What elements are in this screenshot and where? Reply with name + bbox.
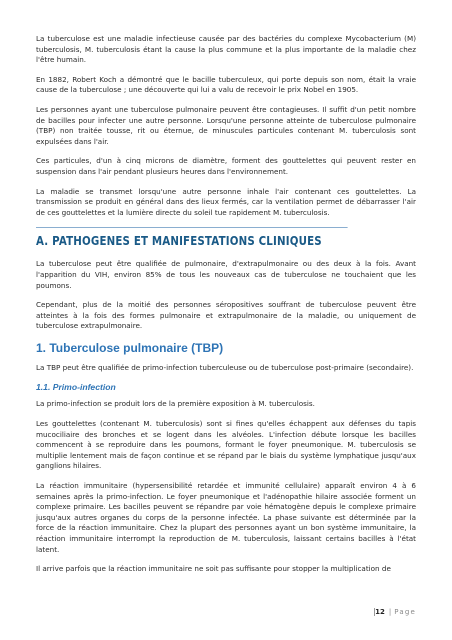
document-page xyxy=(36,34,416,584)
section-1-1-paragraph-1: La primo-infection se produit lors de la première exposition à M. tuberculosis. xyxy=(36,399,315,409)
intro-paragraph-4: Ces particules, d'un à cinq microns de diamètre, forment des gouttelettes qui peuvent rester en suspension dans l'air pendant plusieurs heures dans l'environnement. xyxy=(36,156,416,176)
section-a-paragraph-2: Cependant, plus de la moitié des personnes séropositives souffrant de tuberculose peuvent être atteintes à la fois des formes pulmonaire et extrapulmonaire de la maladie, ou uniquement de tuberculose extrapulmonaire. xyxy=(36,300,416,331)
section-a-paragraph-1: La tuberculose peut être qualifiée de pulmonaire, d'extrapulmonaire ou des deux à la fois. Avant l'apparition du VIH, environ 85% de tous les nouveaux cas de tuberculose ne touchaient que les poumons. xyxy=(36,259,416,290)
page-number: 12 xyxy=(375,608,385,616)
section-1-1-paragraph-2: Les gouttelettes (contenant M. tuberculosis) sont si fines qu'elles échappent aux défenses du tapis mucociliaire des bronches et se logent dans les alvéoles. L'infection débute lorsque les bacilles commencent à se reproduire dans les poumons, formant le foyer pneumonique. M. tuberculosis se multiplie lentement mais de façon continue et se répand par le biais du système lymphatique jusqu'aux ganglions hilaires. xyxy=(36,419,416,471)
section-1-1-heading: 1.1. Primo-infection xyxy=(36,382,116,393)
section-1-heading: 1. Tuberculose pulmonaire (TBP) xyxy=(36,340,224,355)
intro-paragraph-2: En 1882, Robert Koch a démontré que le bacille tuberculeux, qui porte depuis son nom, était la vraie cause de la tuberculose ; une découverte qui lui a valu de recevoir le prix Nobel en 1905. xyxy=(36,74,416,95)
intro-paragraph-3: Les personnes ayant une tuberculose pulmonaire peuvent être contagieuses. Il suffit d'un petit nombre de bacilles pour infecter une autre personne. Lorsqu'une personne atteinte de tuberculose pulmonaire (TBP) non traitée tousse, rit ou éternue, de minuscules particules contenant M. tuberculosis sont expulsées dans l'air. xyxy=(36,104,416,146)
intro-paragraph-1: La tuberculose est une maladie infectieuse causée par des bactéries du complexe Mycobacterium (M) tuberculosis, M. tuberculosis étant la cause la plus commune et la plus importante de la maladie chez l'être humain. xyxy=(36,34,416,65)
section-1-paragraph: La TBP peut être qualifiée de primo-infection tuberculeuse ou de tuberculose post-primaire (secondaire). xyxy=(36,362,414,372)
section-1-1-paragraph-4: Il arrive parfois que la réaction immunitaire ne soit pas suffisante pour stopper la multiplication de xyxy=(36,564,391,574)
page-footer xyxy=(374,608,416,616)
section-1-1-paragraph-3: La réaction immunitaire (hypersensibilité retardée et immunité cellulaire) apparaît environ 4 à 6 semaines après la primo-infection. Le foyer pneumonique et l'adénopathie hilaire associée forment un complexe primaire. Les bacilles peuvent se répandre par voie hématogène depuis le complexe primaire jusqu'aux autres organes du corps de la personne infectée. La phase suivante est déterminée par la force de la réaction immunitaire. Chez la plupart des personnes ayant un bon système immunitaire, la réaction immunitaire interrompt la reproduction de M. tuberculosis, laissant certains bacilles à l'état latent. xyxy=(36,481,416,554)
footer-separator: | xyxy=(388,608,392,616)
section-a-heading: A. PATHOGENES ET MANIFESTATIONS CLINIQUES xyxy=(36,227,348,250)
intro-paragraph-5: La maladie se transmet lorsqu'une autre personne inhale l'air contenant ces gouttelettes. La transmission se produit en général dans des lieux fermés, car la ventilation permet de débarrasser l'air de ces gouttelettes et la lumière directe du soleil tue rapidement M. tuberculosis. xyxy=(36,186,416,217)
page-label: Page xyxy=(394,608,416,616)
